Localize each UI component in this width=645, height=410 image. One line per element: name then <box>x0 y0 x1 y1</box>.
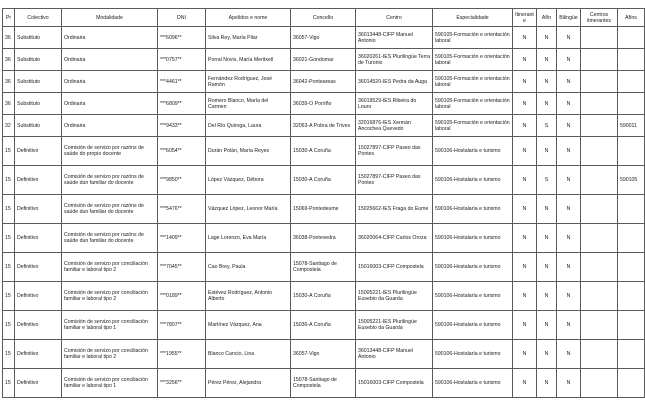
cell-itinerante: N <box>513 340 537 369</box>
cell-especialidade: 590105-Formación e orientación laboral <box>433 71 513 93</box>
cell-especialidade: 590106-Hostalaría e turismo <box>433 137 513 166</box>
cell-especialidade: 590106-Hostalaría e turismo <box>433 311 513 340</box>
cell-centro: 36020064-CIFP Carlos Oroza <box>356 224 433 253</box>
cell-afins <box>618 369 645 398</box>
cell-bilingue: N <box>557 311 581 340</box>
cell-concello: 36038-Pontevedra <box>291 224 356 253</box>
header-row <box>3 9 645 27</box>
cell-modalidade: Comisión de servizo por conciliación familiar e laboral tipo 1 <box>62 311 158 340</box>
cell-bilingue: N <box>557 93 581 115</box>
cell-colectivo: Definitivo <box>15 137 62 166</box>
cell-nome: Del Río Quiroga, Laura <box>206 115 291 137</box>
header-pr: Pr <box>3 9 15 27</box>
cell-dni: ***0189** <box>158 282 206 311</box>
cell-colectivo: Definitivo <box>15 224 62 253</box>
table-row <box>3 282 645 311</box>
cell-especialidade: 590105-Formación e orientación laboral <box>433 93 513 115</box>
cell-pr: 15 <box>3 195 15 224</box>
cell-afin: S <box>537 166 557 195</box>
cell-dni: ***1409** <box>158 224 206 253</box>
header-modalidade: Modalidade <box>62 9 158 27</box>
cell-centros-itinerantes <box>581 115 618 137</box>
cell-afins <box>618 340 645 369</box>
cell-concello: 36021-Gondomar <box>291 49 356 71</box>
cell-especialidade: 590106-Hostalaría e turismo <box>433 282 513 311</box>
cell-itinerante: N <box>513 224 537 253</box>
cell-itinerante: N <box>513 195 537 224</box>
cell-centro: 36020261-IES Plurilingüe Terra de Turonio <box>356 49 433 71</box>
cell-modalidade: Ordinaria <box>62 27 158 49</box>
cell-pr: 15 <box>3 311 15 340</box>
cell-centros-itinerantes <box>581 49 618 71</box>
header-afins: Afíns <box>618 9 645 27</box>
cell-centros-itinerantes <box>581 195 618 224</box>
cell-nome: López Vázquez, Débora <box>206 166 291 195</box>
cell-afin: N <box>537 195 557 224</box>
cell-especialidade: 590106-Hostalaría e turismo <box>433 369 513 398</box>
cell-bilingue: N <box>557 166 581 195</box>
cell-concello: 36057-Vigo <box>291 340 356 369</box>
table-row <box>3 166 645 195</box>
cell-itinerante: N <box>513 93 537 115</box>
cell-bilingue: N <box>557 71 581 93</box>
cell-afin: N <box>537 282 557 311</box>
cell-modalidade: Ordinaria <box>62 93 158 115</box>
cell-itinerante: N <box>513 282 537 311</box>
cell-pr: 36 <box>3 49 15 71</box>
cell-dni: ***4461** <box>158 71 206 93</box>
cell-centro: 15027897-CIFP Paseo das Pontes <box>356 166 433 195</box>
cell-dni: ***0757** <box>158 49 206 71</box>
header-concello: Concello <box>291 9 356 27</box>
cell-itinerante: N <box>513 27 537 49</box>
cell-centros-itinerantes <box>581 311 618 340</box>
cell-colectivo: Definitivo <box>15 311 62 340</box>
header-afin: Afín <box>537 9 557 27</box>
cell-afins <box>618 27 645 49</box>
cell-nome: Estévez Rodríguez, Antonio Alberto <box>206 282 291 311</box>
cell-pr: 15 <box>3 224 15 253</box>
cell-modalidade: Comisión de servizo por razóns de saúde do propio docente <box>62 137 158 166</box>
cell-colectivo: Definitivo <box>15 340 62 369</box>
cell-afins <box>618 49 645 71</box>
cell-afin: N <box>537 49 557 71</box>
cell-afins <box>618 71 645 93</box>
cell-especialidade: 590106-Hostalaría e turismo <box>433 166 513 195</box>
cell-afin: N <box>537 253 557 282</box>
cell-bilingue: N <box>557 115 581 137</box>
cell-nome: Cao Brey, Paula <box>206 253 291 282</box>
cell-pr: 32 <box>3 115 15 137</box>
table-row <box>3 253 645 282</box>
cell-centros-itinerantes <box>581 27 618 49</box>
cell-centro: 32016876-IES Xermán Ancochea Quevedo <box>356 115 433 137</box>
cell-modalidade: Comisión de servizo por conciliación familiar e laboral tipo 1 <box>62 369 158 398</box>
cell-nome: Fernández Rodríguez, José Ramón <box>206 71 291 93</box>
table-row <box>3 311 645 340</box>
cell-centro: 15005221-IES Plurilingüe Eusebio da Guarda <box>356 311 433 340</box>
cell-centros-itinerantes <box>581 166 618 195</box>
cell-dni: ***9433** <box>158 115 206 137</box>
cell-especialidade: 590106-Hostalaría e turismo <box>433 195 513 224</box>
cell-nome: Blanco Cancio, Lina <box>206 340 291 369</box>
cell-especialidade: 590105-Formación e orientación laboral <box>433 49 513 71</box>
table-row <box>3 137 645 166</box>
table-row <box>3 369 645 398</box>
cell-centro: 36013448-CIFP Manuel Antonio <box>356 340 433 369</box>
cell-bilingue: N <box>557 369 581 398</box>
cell-itinerante: N <box>513 311 537 340</box>
cell-afin: S <box>537 115 557 137</box>
cell-centros-itinerantes <box>581 224 618 253</box>
cell-afin: N <box>537 71 557 93</box>
cell-dni: ***3256** <box>158 369 206 398</box>
header-apelidos-e-nome: Apelidos e nome <box>206 9 291 27</box>
cell-nome: Porral Novis, María Meritxell <box>206 49 291 71</box>
cell-afin: N <box>537 27 557 49</box>
cell-nome: Vázquez López, Leonor María <box>206 195 291 224</box>
cell-dni: ***5476** <box>158 195 206 224</box>
table-row <box>3 93 645 115</box>
cell-centro: 15016003-CIFP Compostela <box>356 253 433 282</box>
cell-bilingue: N <box>557 253 581 282</box>
cell-concello: 15030-A Coruña <box>291 282 356 311</box>
cell-centros-itinerantes <box>581 93 618 115</box>
cell-bilingue: N <box>557 49 581 71</box>
cell-pr: 15 <box>3 282 15 311</box>
cell-itinerante: N <box>513 166 537 195</box>
table-row <box>3 71 645 93</box>
cell-colectivo: Definitivo <box>15 282 62 311</box>
cell-pr: 36 <box>3 93 15 115</box>
cell-nome: Silva Rey, María Pilar <box>206 27 291 49</box>
cell-concello: 15030-A Coruña <box>291 311 356 340</box>
cell-pr: 15 <box>3 369 15 398</box>
cell-nome: Durán Polán, María Reyes <box>206 137 291 166</box>
cell-especialidade: 590105-Formación e orientación laboral <box>433 115 513 137</box>
cell-especialidade: 590106-Hostalaría e turismo <box>433 253 513 282</box>
cell-nome: Romero Blanco, María del Carmen <box>206 93 291 115</box>
cell-modalidade: Comisión de servizo por razóns de saúde dun familiar do docente <box>62 224 158 253</box>
cell-modalidade: Comisión de servizo por conciliación familiar e laboral tipo 2 <box>62 340 158 369</box>
cell-centros-itinerantes <box>581 340 618 369</box>
cell-colectivo: Definitivo <box>15 195 62 224</box>
cell-afin: N <box>537 93 557 115</box>
cell-colectivo: Substituto <box>15 71 62 93</box>
cell-dni: ***6096** <box>158 27 206 49</box>
assignments-table <box>2 8 645 398</box>
cell-pr: 36 <box>3 27 15 49</box>
cell-colectivo: Substituto <box>15 49 62 71</box>
cell-itinerante: N <box>513 115 537 137</box>
cell-itinerante: N <box>513 49 537 71</box>
cell-pr: 15 <box>3 340 15 369</box>
cell-afin: N <box>537 340 557 369</box>
cell-concello: 36042-Ponteareas <box>291 71 356 93</box>
cell-dni: ***7045** <box>158 253 206 282</box>
cell-especialidade: 590106-Hostalaría e turismo <box>433 340 513 369</box>
cell-colectivo: Definitivo <box>15 369 62 398</box>
table-row <box>3 49 645 71</box>
header-centros-itinerantes: Centros itinerantes <box>581 9 618 27</box>
table-row <box>3 224 645 253</box>
cell-bilingue: N <box>557 340 581 369</box>
cell-afins <box>618 253 645 282</box>
cell-centro: 15027897-CIFP Paseo das Pontes <box>356 137 433 166</box>
cell-colectivo: Definitivo <box>15 166 62 195</box>
cell-afin: N <box>537 369 557 398</box>
cell-nome: Pérez Pérez, Alejandra <box>206 369 291 398</box>
cell-centro: 36019529-IES Ribeira do Louro <box>356 93 433 115</box>
cell-concello: 36039-O Porriño <box>291 93 356 115</box>
cell-modalidade: Comisión de servizo por razóns de saúde dun familiar do docente <box>62 195 158 224</box>
cell-colectivo: Substituto <box>15 27 62 49</box>
cell-concello: 15069-Pontedeume <box>291 195 356 224</box>
cell-centros-itinerantes <box>581 71 618 93</box>
cell-centro: 15005221-IES Plurilingüe Eusebio da Guarda <box>356 282 433 311</box>
cell-bilingue: N <box>557 195 581 224</box>
table-row <box>3 115 645 137</box>
header-especialidade: Especialidade <box>433 9 513 27</box>
cell-especialidade: 590106-Hostalaría e turismo <box>433 224 513 253</box>
cell-dni: ***1955** <box>158 340 206 369</box>
cell-afin: N <box>537 311 557 340</box>
cell-itinerante: N <box>513 369 537 398</box>
cell-especialidade: 590105-Formación e orientación laboral <box>433 27 513 49</box>
header-centro: Centro <box>356 9 433 27</box>
cell-itinerante: N <box>513 71 537 93</box>
header-dni: DNI <box>158 9 206 27</box>
cell-pr: 15 <box>3 137 15 166</box>
cell-dni: ***6054** <box>158 137 206 166</box>
header-itinerante: Itinerante <box>513 9 537 27</box>
cell-centros-itinerantes <box>581 282 618 311</box>
cell-centros-itinerantes <box>581 253 618 282</box>
cell-modalidade: Comisión de servizo por conciliación familiar e laboral tipo 2 <box>62 253 158 282</box>
cell-pr: 15 <box>3 166 15 195</box>
cell-concello: 15030-A Coruña <box>291 137 356 166</box>
cell-bilingue: N <box>557 282 581 311</box>
cell-itinerante: N <box>513 253 537 282</box>
cell-centro: 15016003-CIFP Compostela <box>356 369 433 398</box>
cell-dni: ***9850** <box>158 166 206 195</box>
cell-modalidade: Comisión de servizo por conciliación familiar e laboral tipo 2 <box>62 282 158 311</box>
cell-concello: 36057-Vigo <box>291 27 356 49</box>
cell-bilingue: N <box>557 224 581 253</box>
cell-bilingue: N <box>557 27 581 49</box>
cell-nome: Martínez Vázquez, Ana <box>206 311 291 340</box>
cell-centros-itinerantes <box>581 369 618 398</box>
cell-concello: 32063-A Pobra de Trives <box>291 115 356 137</box>
cell-afins: 590105 <box>618 166 645 195</box>
cell-modalidade: Ordinaria <box>62 49 158 71</box>
cell-centro: 36014520-IES Pedra da Auga <box>356 71 433 93</box>
cell-concello: 15030-A Coruña <box>291 166 356 195</box>
cell-afins <box>618 282 645 311</box>
cell-afins <box>618 311 645 340</box>
cell-concello: 15078-Santiago de Compostela <box>291 369 356 398</box>
cell-afins <box>618 195 645 224</box>
cell-afins: 590011 <box>618 115 645 137</box>
cell-afin: N <box>537 224 557 253</box>
cell-afins <box>618 93 645 115</box>
cell-bilingue: N <box>557 137 581 166</box>
cell-afin: N <box>537 137 557 166</box>
table-row <box>3 340 645 369</box>
cell-pr: 15 <box>3 253 15 282</box>
cell-modalidade: Ordinaria <box>62 71 158 93</box>
header-bilingue: Bilingüe <box>557 9 581 27</box>
table-row <box>3 195 645 224</box>
cell-dni: ***7807** <box>158 311 206 340</box>
header-colectivo: Colectivo <box>15 9 62 27</box>
cell-afins <box>618 137 645 166</box>
cell-pr: 36 <box>3 71 15 93</box>
table-row <box>3 27 645 49</box>
cell-afins <box>618 224 645 253</box>
cell-colectivo: Substituto <box>15 115 62 137</box>
cell-nome: Lage Lorenzo, Eva María <box>206 224 291 253</box>
cell-modalidade: Comisión de servizo por razóns de saúde dun familiar do docente <box>62 166 158 195</box>
cell-centros-itinerantes <box>581 137 618 166</box>
cell-concello: 15078-Santiago de Compostela <box>291 253 356 282</box>
cell-itinerante: N <box>513 137 537 166</box>
cell-modalidade: Ordinaria <box>62 115 158 137</box>
cell-colectivo: Substituto <box>15 93 62 115</box>
cell-centro: 36013448-CIFP Manuel Antonio <box>356 27 433 49</box>
cell-colectivo: Definitivo <box>15 253 62 282</box>
cell-centro: 15025662-IES Fraga do Eume <box>356 195 433 224</box>
cell-dni: ***6809** <box>158 93 206 115</box>
